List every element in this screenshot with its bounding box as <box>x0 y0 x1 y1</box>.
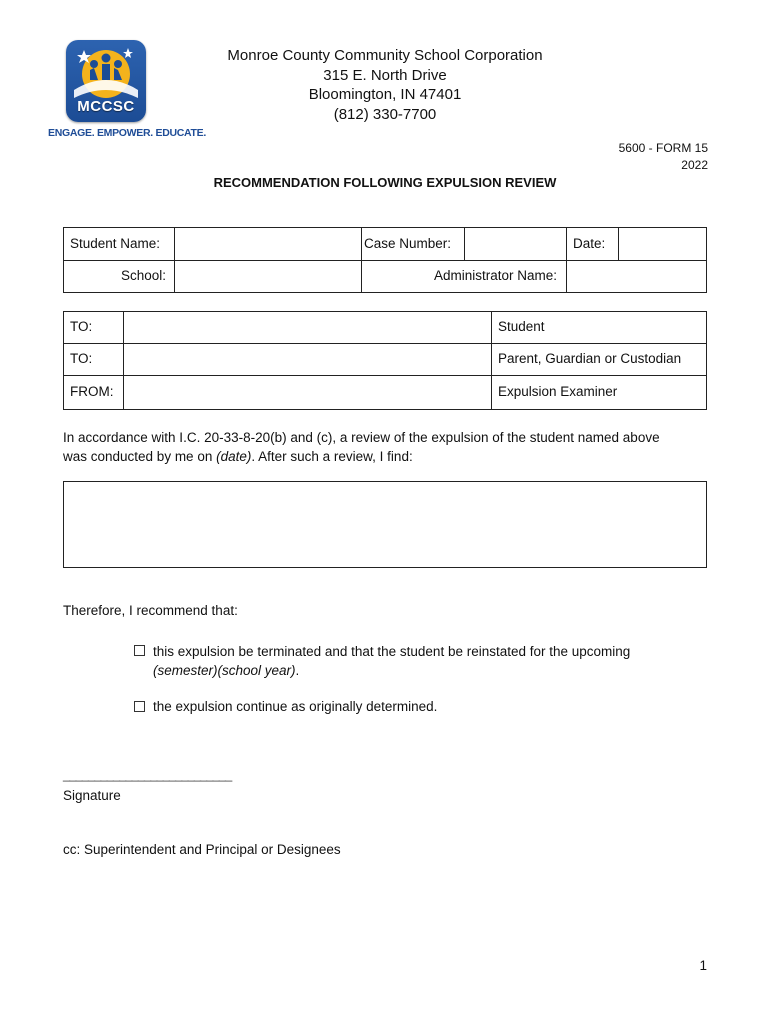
to-parent-field[interactable] <box>123 343 492 376</box>
org-phone: (812) 330-7700 <box>333 105 437 123</box>
administrator-name-label: Administrator Name: <box>434 268 558 283</box>
review-statement-line1: In accordance with I.C. 20-33-8-20(b) and (c), a review of the expulsion of the student named above <box>63 430 660 445</box>
student-name-field[interactable] <box>174 227 362 261</box>
to-parent-role: Parent, Guardian or Custodian <box>498 351 682 366</box>
org-address: 315 E. North Drive <box>323 66 447 84</box>
letterhead <box>0 46 770 124</box>
statement-text: was conducted by me on <box>63 449 217 464</box>
terminate-checkbox[interactable] <box>134 645 145 656</box>
date-field[interactable] <box>618 227 707 261</box>
option-text: . <box>295 663 300 678</box>
to-student-field[interactable] <box>123 311 492 344</box>
to-parent-label: TO: <box>70 351 93 366</box>
org-name: Monroe County Community School Corporation <box>227 47 543 64</box>
findings-box[interactable] <box>63 481 707 568</box>
signature-line: ___________________________ <box>63 767 232 782</box>
form-year: 2022 <box>681 157 708 172</box>
date-label: Date: <box>573 236 606 251</box>
review-statement <box>63 428 713 466</box>
logo-wordmark: MCCSC <box>77 98 135 115</box>
from-role: Expulsion Examiner <box>498 384 618 399</box>
org-city: Bloomington, IN 47401 <box>308 86 462 103</box>
continue-checkbox[interactable] <box>134 701 145 712</box>
page-number: 1 <box>699 958 707 973</box>
case-number-field[interactable] <box>464 227 567 261</box>
term-placeholder: (semester)(school year) <box>153 663 296 678</box>
terminate-option-line1: this expulsion be terminated and that the student be reinstated for the upcoming <box>153 644 631 659</box>
school-field[interactable] <box>174 260 362 293</box>
cc-line: cc: Superintendent and Principal or Designees <box>63 842 341 857</box>
continue-option: the expulsion continue as originally determined. <box>153 699 438 714</box>
from-label: FROM: <box>70 384 114 399</box>
therefore-text: Therefore, I recommend that: <box>63 603 238 618</box>
school-label: School: <box>121 268 167 283</box>
logo-tagline: ENGAGE. EMPOWER. EDUCATE. <box>48 127 206 139</box>
date-placeholder: (date) <box>216 449 252 464</box>
review-statement-line2 <box>63 447 713 466</box>
case-number-label: Case Number: <box>364 236 452 251</box>
form-title: RECOMMENDATION FOLLOWING EXPULSION REVIEW <box>213 175 557 190</box>
form-number: 5600 - FORM 15 <box>618 141 708 155</box>
to-student-role: Student <box>498 319 545 334</box>
terminate-option <box>153 642 713 680</box>
statement-text: . After such a review, I find: <box>251 449 413 464</box>
form-number-block <box>619 140 708 173</box>
terminate-option-line2 <box>153 661 713 680</box>
to-student-label: TO: <box>70 319 93 334</box>
student-name-label: Student Name: <box>70 236 161 251</box>
signature-label: Signature <box>63 788 121 803</box>
from-field[interactable] <box>123 375 492 410</box>
administrator-name-field[interactable] <box>566 260 707 293</box>
